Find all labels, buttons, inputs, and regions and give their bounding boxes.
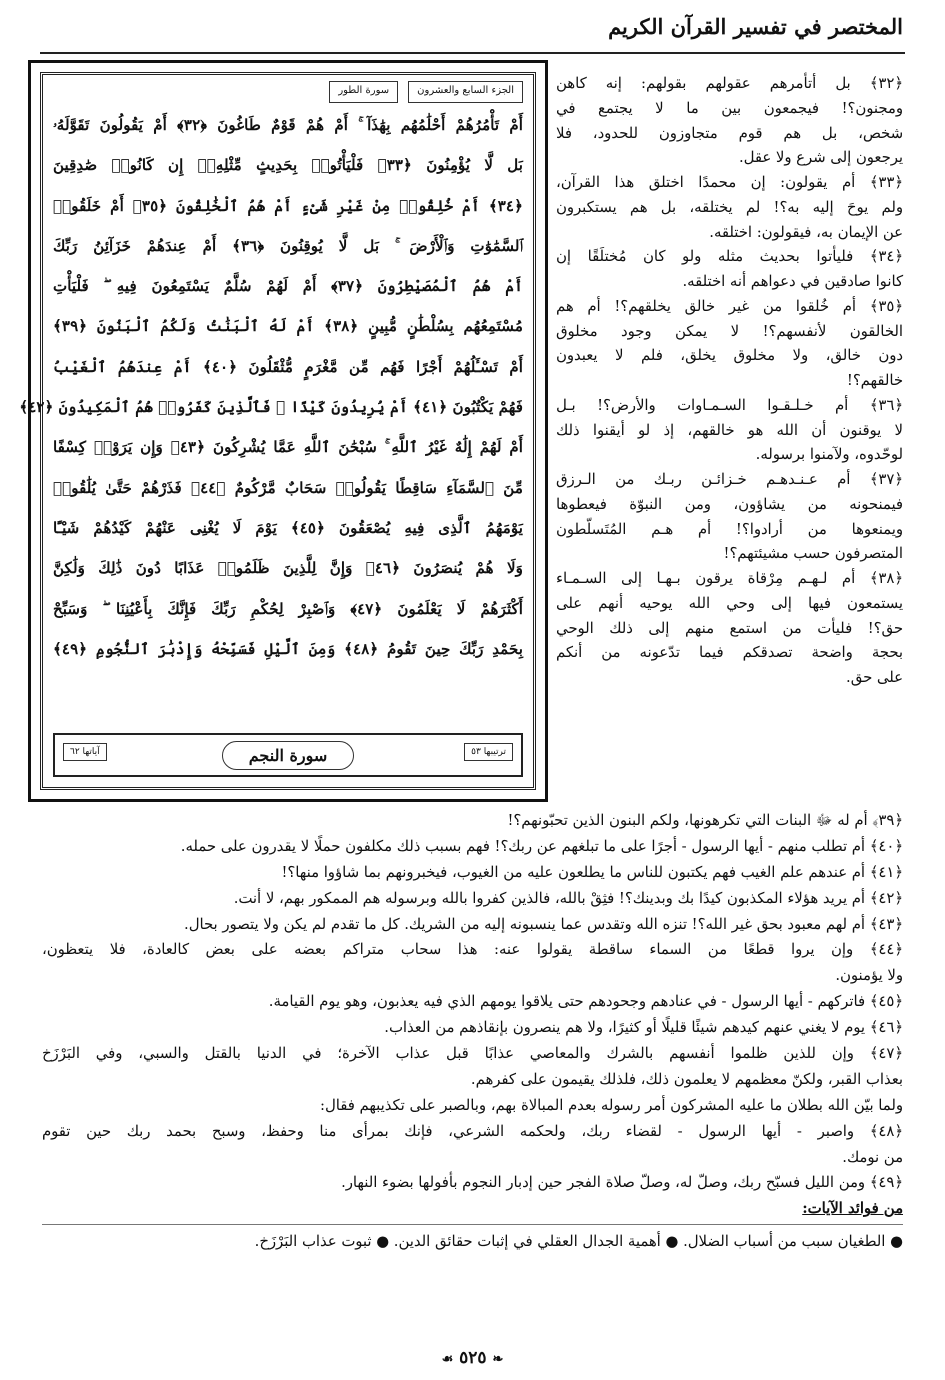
- tafsir-line: ولا يؤمنون.: [835, 967, 903, 985]
- tafsir-line: ﴿٣٣﴾ أم يقولون: إن محمدًا اختلق هذا القرآن،: [556, 174, 903, 191]
- quran-line: أَكْثَرَهُمْ لَا يَعْلَمُونَ ﴿٤٧﴾ وَٱصْبِرْ لِحُكْمِ رَبِّكَ فَإِنَّكَ بِأَعْيُنِنَا ۖ وَسَبِّحْ: [53, 599, 523, 618]
- tafsir-line: يستمعون فيها إلى وحي الله يوحيه أنهم على: [556, 594, 903, 612]
- quran-line: أَمْ هُمُ ٱلْمُصَيْطِرُونَ ﴿٣٧﴾ أَمْ لَهُمْ سُلَّمٌ يَسْتَمِعُونَ فِيهِ ۖ فَلْيَأْتِ: [53, 277, 524, 296]
- quran-line: ٱلسَّمَٰوَٰتِ وَٱلْأَرْضَ ۚ بَل لَّا يُوقِنُونَ ﴿٣٦﴾ أَمْ عِندَهُمْ خَزَآئِنُ رَبِّكَ: [53, 236, 524, 255]
- tafsir-line: ولما بيّن الله بطلان ما عليه المشركون أمر رسوله بعدم المبالاة بهم، وبالصبر على تكذيبهم فقال:: [319, 1096, 903, 1114]
- tafsir-line: لوحّدوه، ولآمنوا برسوله.: [755, 446, 903, 464]
- tafsir-line: ﴿٤٨﴾ واصبر - أيها الرسول - لقضاء ربك، ولحكمه الشرعي، فإنك بمرأى منا وحفظ، وسبح بحمد ربك حين تقوم: [42, 1122, 903, 1140]
- tafsir-line: ﴿٣٢﴾ بل أتأمرهم عقولهم بقولهم: إنه كاهن: [556, 75, 903, 92]
- tafsir-line: ويمنعوها من أرادوا؟! أم هـم المُتَسلّطون: [556, 520, 903, 538]
- quran-line: أَمْ تَسْـَٔلُهُمْ أَجْرًا فَهُم مِّن مَّغْرَمٍ مُّثْقَلُونَ ﴿٤٠﴾ أَمْ عِندَهُمُ ٱلْغَيْبُ: [53, 357, 524, 376]
- quran-page-frame: [19, 60, 548, 802]
- quran-line: بَل لَّا يُؤْمِنُونَ ﴿٣٣﴾ فَلْيَأْتُوا۟ بِحَدِيثٍ مِّثْلِهِۦٓ إِن كَانُوا۟ صَٰدِقِينَ: [53, 156, 523, 175]
- tafsir-line: ﴿٤٧﴾ وإن للذين ظلموا أنفسهم بالشرك والمعاصي عذابًا قبل عذاب الآخرة؛ في الدنيا بالقتل والسبي، وفي البَرْزَخ: [42, 1045, 903, 1063]
- page-number-footer: [0, 1348, 945, 1368]
- tafsir-line: بعذاب القبر، ولكنّ معظمهم لا يعلمون ذلك، فلذلك يقيمون على كفرهم.: [470, 1070, 903, 1088]
- surah-order-box: ترتيبها ٥٣: [464, 743, 513, 761]
- tafsir-line: المتصرفون حسب مشيئتهم؟!: [723, 545, 903, 563]
- tafsir-line: فيمنحونه من يشاؤون، ومن النبوّة فيعطوها: [556, 495, 903, 513]
- quran-line: ﴿٣٤﴾ أَمْ خُلِقُوا۟ مِنْ غَيْرِ شَىْءٍ أَمْ هُمُ ٱلْخَٰلِقُونَ ﴿٣٥﴾ أَمْ خَلَقُوا۟: [53, 196, 523, 215]
- tafsir-line: الخالقون لأنفسهم؟! لا يمكن وجود مخلوق: [556, 322, 903, 340]
- tafsir-line: ﴿٤٠﴾ أم تطلب منهم - أيها الرسول - أجرًا على ما تبلغهم عن ربك؟! فهم بسبب ذلك مكلفون حملًا لا يقدرون على حمله.: [180, 837, 903, 855]
- page-header: [40, 8, 905, 54]
- quran-page-labels: [53, 81, 523, 103]
- tafsir-line: ﴿٤٤﴾ وإن يروا قطعًا من السماء ساقطة يقولوا عنه: هذا سحاب متراكم بعضه على بعض كالعادة، فلا يتعظون،: [42, 941, 903, 959]
- tafsir-full-column: [42, 808, 903, 1255]
- tafsir-line: ومجنون؟! فيجمعون بين ما لا يجتمع في: [556, 99, 903, 117]
- tafsir-line: لا يوقنون أن الله هو خالقهم، إذ لو أيقنوا ذلك: [556, 421, 903, 439]
- tafsir-line: كانوا صادقين في دعواهم أنه اختلقه.: [682, 273, 903, 290]
- benefits-items: ● الطغيان سبب من أسباب الضلال. ● أهمية الجدال العقلي في إثبات حقائق الدين. ● ثبوت عذاب البَرْزَخ.: [254, 1233, 903, 1251]
- tafsir-line: ﴿٤٦﴾ يوم لا يغني عنهم كيدهم شيئًا قليلًا أو كثيرًا، ولا هم ينصرون بإنقاذهم من العذاب.: [384, 1019, 903, 1037]
- tafsir-line: عن الإيمان به، فيقولون: اختلقه.: [709, 223, 903, 241]
- next-surah-banner: [53, 733, 523, 777]
- next-surah-name: سورة النجم: [222, 741, 354, 770]
- surah-label: سورة الطور: [329, 81, 398, 103]
- juz-label: الجزء السابع والعشرون: [408, 81, 523, 103]
- quran-text: [19, 105, 524, 669]
- quran-line: مِّنَ ٱلسَّمَآءِ سَاقِطًا يَقُولُوا۟ سَحَابٌ مَّرْكُومٌ ﴿٤٤﴾ فَذَرْهُمْ حَتَّىٰ يُلَٰقُوا۟: [53, 478, 523, 497]
- tafsir-line: يرجعون إلى شرع ولا عقل.: [738, 149, 903, 167]
- tafsir-line: ﴿٣٩﴾ أم له ﷻ البنات التي تكرهونها، ولكم البنون الذين تحبّونهم؟!: [507, 812, 903, 829]
- tafsir-side-column: [556, 72, 903, 812]
- quran-line: أَمْ لَهُمْ إِلَٰهٌ غَيْرُ ٱللَّهِ ۚ سُبْحَٰنَ ٱللَّهِ عَمَّا يُشْرِكُونَ ﴿٤٣﴾ وَإِن يَرَوْا۟ كِسْفًا: [53, 438, 523, 457]
- ornament-icon: ☙: [441, 1352, 454, 1367]
- tafsir-line: ﴿٤٩﴾ ومن الليل فسبّح ربك، وصلّ له، وصلّ صلاة الفجر حين إدبار النجوم بأفولها بضوء النهار.: [341, 1174, 903, 1192]
- quran-line: مُسْتَمِعُهُم بِسُلْطَٰنٍ مُّبِينٍ ﴿٣٨﴾ أَمْ لَهُ ٱلْبَنَٰتُ وَلَكُمُ ٱلْبَنُونَ ﴿٣٩﴾: [53, 317, 523, 336]
- tafsir-line: خالقهم؟!: [846, 372, 903, 389]
- tafsir-line: ﴿٤١﴾ أم عندهم علم الغيب فهم يكتبون للناس ما يطلعون عليه من الغيوب، فيخبرونهم بما شاؤوا منها؟!: [281, 863, 903, 881]
- quran-line: أَمْ تَأْمُرُهُمْ أَحْلَٰمُهُم بِهَٰذَآ ۚ أَمْ هُمْ قَوْمٌ طَاغُونَ ﴿٣٢﴾ أَمْ يَقُولُونَ تَقَوَّلَهُۥ: [53, 116, 523, 134]
- benefits-heading: من فوائد الآيات:: [802, 1200, 903, 1218]
- tafsir-line: ﴿٣٤﴾ فليأتوا بحديث مثله ولو كان مُختلَقًا إن: [556, 248, 903, 266]
- ornament-icon: ❧: [492, 1352, 504, 1367]
- tafsir-line: ﴿٤٣﴾ أم لهم معبود بحق غير الله؟! تنزه الله وتقدس عما ينسبونه إليه من الشريك. كل ما تقدم لم يكن ولا يتصور بحال.: [184, 915, 903, 933]
- tafsir-line: ﴿٤٥﴾ فاتركهم - أيها الرسول - في عنادهم وجحودهم حتى يلاقوا يومهم الذي فيه يعذبون، وهو يوم القيامة.: [268, 993, 903, 1011]
- tafsir-line: دون خالق، ولا مخلوق يخلق، فلم لا يعبدون: [556, 347, 903, 365]
- tafsir-line: على حق.: [846, 669, 903, 686]
- quran-line: بِحَمْدِ رَبِّكَ حِينَ تَقُومُ ﴿٤٨﴾ وَمِنَ ٱلَّيْلِ فَسَبِّحْهُ وَإِدْبَٰرَ ٱلنُّجُومِ ﴿٤٩﴾: [53, 639, 523, 658]
- tafsir-line: ﴿٤٢﴾ أم يريد هؤلاء المكذبون كيدًا بك وبدينك؟! فثِقْ بالله، فالذين كفروا بالله وبرسوله هم الممكور بهم، لا أنت.: [233, 889, 903, 907]
- tafsir-full-text: [42, 808, 903, 1196]
- tafsir-line: ﴿٣٥﴾ أم خُلقوا من غير خالق يخلقهم؟! أم هم: [556, 297, 903, 315]
- tafsir-line: ولم يوحَ إليه به؟! لم يختلقه، بل هم يستكبرون: [556, 198, 903, 216]
- tafsir-line: من نومك.: [842, 1148, 903, 1166]
- tafsir-line: ﴿٣٧﴾ أم عـنـدهـم خـزائـن ربـك من الـرزق: [556, 471, 903, 488]
- quran-line: فَهُمْ يَكْتُبُونَ ﴿٤١﴾ أَمْ يُرِيدُونَ كَيْدًا ۖ فَٱلَّذِينَ كَفَرُوا۟ هُمُ ٱلْمَكِيدُونَ ﴿٤٢﴾: [19, 398, 523, 417]
- tafsir-line: شخص، بل هم قوم متجاوزون للحدود، فلا: [556, 124, 903, 142]
- tafsir-line: بحجة واضحة تصدقكم فيما تدّعونه من أنكم: [556, 644, 903, 662]
- quran-page-inner-frame: [19, 72, 536, 790]
- surah-ayah-count-box: آياتها ٦٢: [63, 743, 107, 761]
- quran-line: يَوْمَهُمُ ٱلَّذِى فِيهِ يُصْعَقُونَ ﴿٤٥﴾ يَوْمَ لَا يُغْنِى عَنْهُمْ كَيْدُهُمْ شَيْـًٔا: [53, 518, 523, 537]
- benefits-divider: [42, 1222, 903, 1225]
- quran-line: وَلَا هُمْ يُنصَرُونَ ﴿٤٦﴾ وَإِنَّ لِلَّذِينَ ظَلَمُوا۟ عَذَابًا دُونَ ذَٰلِكَ وَلَٰكِنَّ: [53, 559, 523, 578]
- page-number: ٥٢٥: [459, 1348, 487, 1368]
- tafsir-line: حق؟! فليأت من استمع منهم إلى ذلك الوحي: [556, 619, 903, 637]
- tafsir-line: ﴿٣٨﴾ أم لـهـم مِرْقاة يرقون بـهـا إلى السـمـاء: [556, 570, 903, 587]
- tafsir-line: ﴿٣٦﴾ أم خـلـقـوا السـمـاوات والأرض؟! بـل: [556, 396, 903, 414]
- book-title: المختصر في تفسير القرآن الكريم: [608, 14, 903, 39]
